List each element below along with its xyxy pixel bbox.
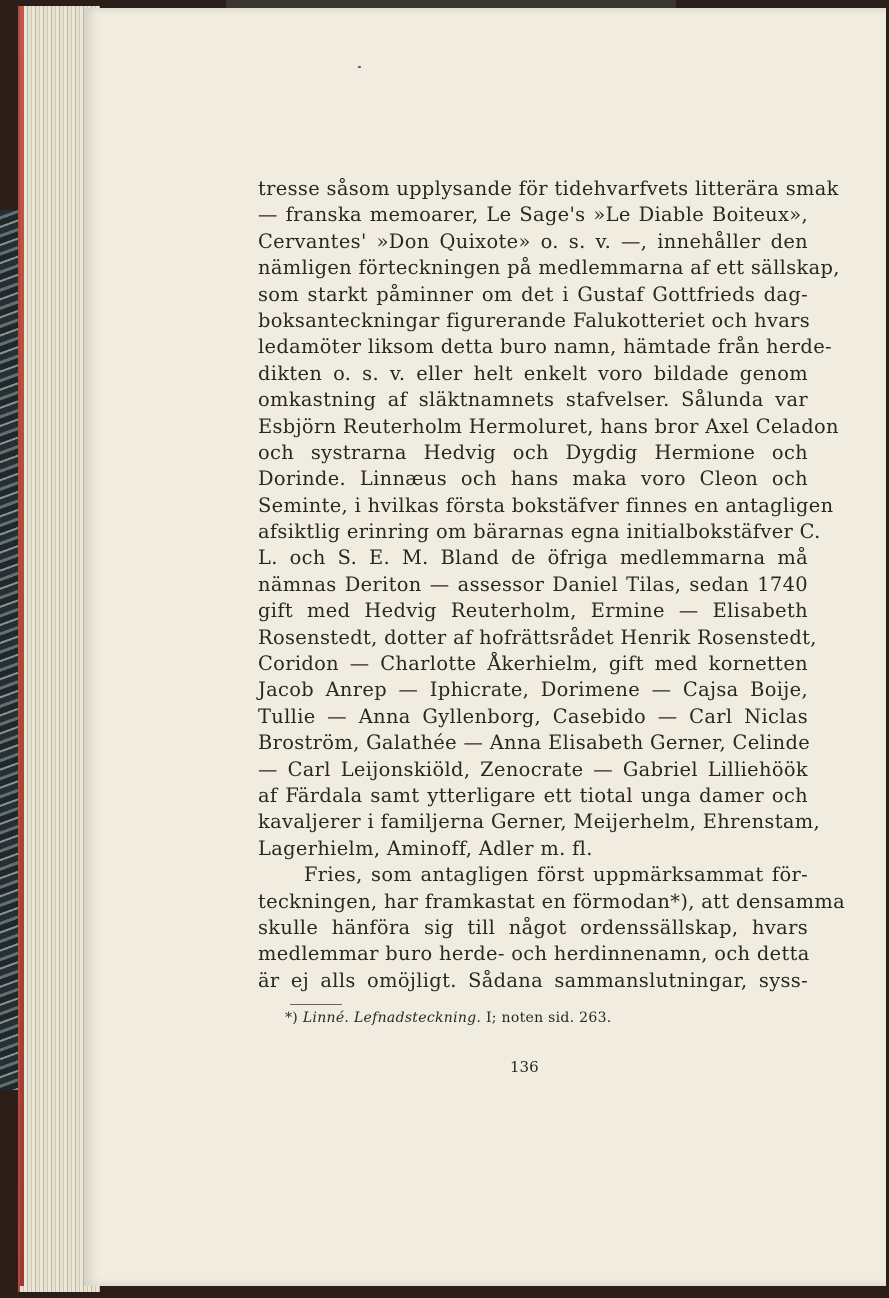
text-line: afsiktlig erinring om bärarnas egna initialbokstäfver C. [258,520,821,544]
text-line: — franska memoarer, Le Sage's »Le Diable Boiteux», [258,203,808,227]
text-line: Coridon — Charlotte Åkerhielm, gift med kornetten [258,652,808,676]
text-line: nämnas Deriton — assessor Daniel Tilas, sedan 1740 [258,572,808,596]
text-line: teckningen, har framkastat en förmodan*), att densamma [258,889,845,913]
text-line: Broström, Galathée — Anna Elisabeth Gerner, Celinde [258,731,811,755]
text-line: är ej alls omöjligt. Sådana sammanslutningar, syss- [258,968,808,992]
footnote-work: Lefnadsteckning. [353,1010,482,1026]
text-line: — Carl Leijonskiöld, Zenocrate — Gabriel Lilliehöök [258,757,808,781]
text-line: nämligen förteckningen på medlemmarna af ett sällskap, [258,256,840,280]
page-number: 136 [510,1058,539,1076]
footnote [285,1010,612,1026]
text-line: Fries, som antagligen först uppmärksammat för- [304,863,808,887]
footnote-reference: I; noten sid. 263. [485,1010,612,1026]
text-line: L. och S. E. M. Bland de öfriga medlemmarna må [258,546,808,570]
text-line: Lagerhielm, Aminoff, Adler m. fl. [258,836,593,860]
body-text [258,176,845,994]
text-line: ledamöter liksom detta buro namn, hämtade från herde- [258,335,832,359]
footnote-rule [290,1004,342,1005]
text-line: omkastning af släktnamnets stafvelser. Sålunda var [258,388,808,412]
text-line: Rosenstedt, dotter af hofrättsrådet Henrik Rosenstedt, [258,625,817,649]
text-line: Tullie — Anna Gyllenborg, Casebido — Carl Niclas [258,704,808,728]
text-line: Jacob Anrep — Iphicrate, Dorimene — Cajsa Boije, [258,678,808,702]
text-line: af Färdala samt ytterligare ett tiotal unga damer och [258,783,808,807]
text-line: Seminte, i hvilkas första bokstäfver finnes en antagligen [258,493,834,517]
text-line: kavaljerer i familjerna Gerner, Meijerhelm, Ehrenstam, [258,810,821,834]
text-line: gift med Hedvig Reuterholm, Ermine — Elisabeth [258,599,808,623]
red-edge [20,6,24,1286]
text-line: och systrarna Hedvig och Dygdig Hermione och [258,440,808,464]
text-line: som starkt påminner om det i Gustaf Gottfrieds dag- [258,282,808,306]
text-line: skulle hänföra sig till något ordenssällskap, hvars [258,915,808,939]
text-line: medlemmar buro herde- och herdinnenamn, och detta [258,942,810,966]
text-line: tresse såsom upplysande för tidehvarfvets litterära smak [258,177,839,200]
text-line: Esbjörn Reuterholm Hermoluret, hans bror Axel Celadon [258,414,839,438]
text-line: Dorinde. Linnæus och hans maka voro Cleon och [258,467,808,491]
text-line: boksanteckningar figurerande Falukotteriet och hvars [258,308,811,332]
text-line: dikten o. s. v. eller helt enkelt voro bildade genom [258,361,808,385]
footnote-author: Linné. [302,1010,350,1026]
text-line: Cervantes' »Don Quixote» o. s. v. —, innehåller den [258,229,808,253]
paper-speck [358,66,361,68]
footnote-marker: *) [285,1010,299,1026]
